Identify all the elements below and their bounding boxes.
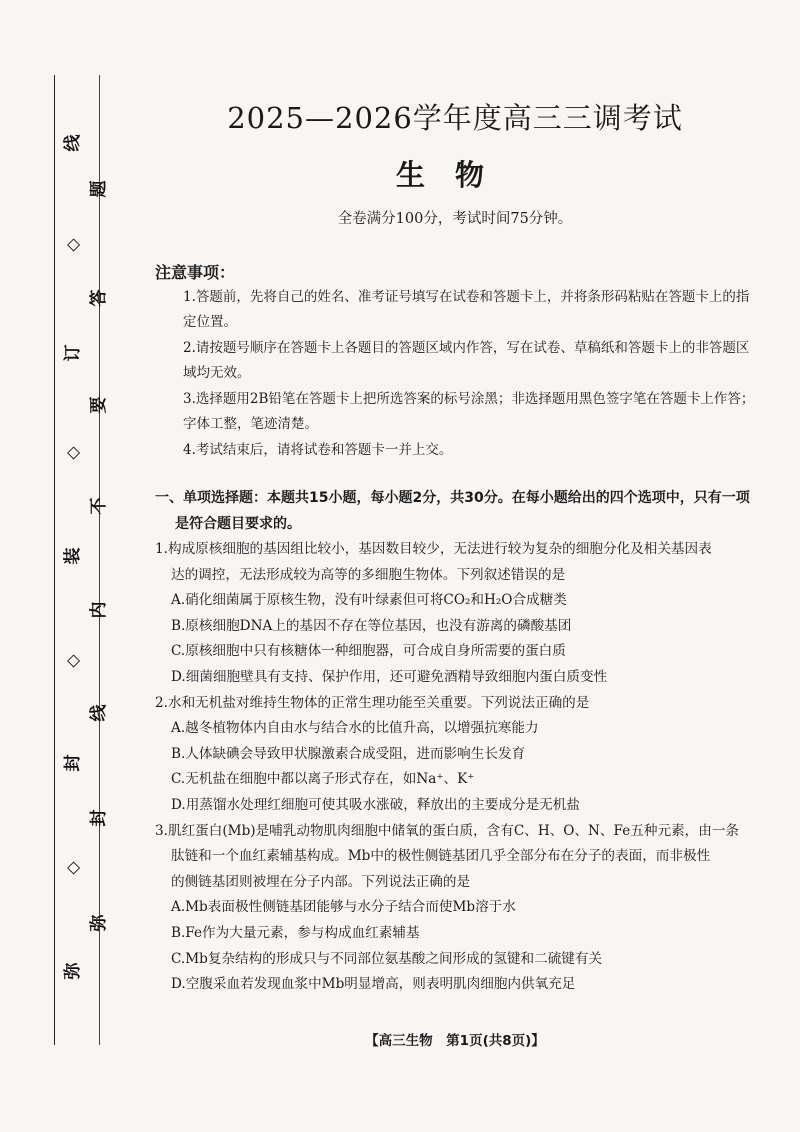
diamond-icon: ◇ [63,446,83,460]
diamond-icon: ◇ [63,654,83,668]
notice-list [183,285,755,464]
option-a: A.越冬植物体内自由水与结合水的比值升高，以增强抗寒能力 [171,720,539,737]
option-c: C.无机盐在细胞中都以离子形式存在，如Na⁺、K⁺ [171,771,475,788]
option-d: D.用蒸馏水处理红细胞可使其吸水涨破，释放出的主要成分是无机盐 [171,796,580,813]
margin-char: 线 [63,134,83,152]
question-stem-line: 2.水和无机盐对维持生物体的正常生理功能至关重要。下列说法正确的是 [155,694,590,711]
question-stem-line: 达的调控，无法形成较为高等的多细胞生物体。下列叙述错误的是 [171,566,566,583]
question-1 [155,537,765,691]
margin-char: 封 [63,754,83,772]
subject-title: 生物 [395,158,514,192]
margin-char: 装 [63,547,83,565]
option-a: A.Mb表面极性侧链基团能够与水分子结合而使Mb溶于水 [171,899,516,916]
option-b: B.人体缺碘会导致甲状腺激素合成受阻，进而影响生长发育 [171,745,526,762]
page-footer: 【高三生物 第1页(共8页)】 [365,1033,545,1049]
margin-char: 要 [89,396,109,414]
margin-char: 答 [89,289,109,307]
question-stem [155,691,765,717]
question-stem [155,537,765,588]
notice-item: 2.请按题号顺序在答题卡上各题目的答题区域内作答，写在试卷、草稿纸和答题卡上的非答题区域均无效。 [183,340,750,381]
margin-char: 封 [89,809,109,827]
question-stem-line: 1.构成原核细胞的基因组比较小，基因数目较少，无法进行较为复杂的细胞分化及相关基因表 [155,541,712,557]
binding-line-outer [54,75,55,1045]
binding-line-inner [99,75,100,1045]
section-heading [155,485,765,537]
question-2 [155,691,765,819]
section-heading-line2: 是符合题目要求的。 [175,516,301,532]
question-3 [155,819,765,998]
margin-char: 订 [63,344,83,362]
option-b: B.原核细胞DNA上的基因不存在等位基因，也没有游离的磷酸基团 [171,617,572,634]
score-line: 全卷满分100分，考试时间75分钟。 [337,211,573,227]
option-d: D.空腹采血若发现血浆中Mb明显增高，则表明肌肉细胞内供氧充足 [171,976,576,993]
section-heading-line1: 一、单项选择题：本题共15小题，每小题2分，共30分。在每小题给出的四个选项中，只有一项 [155,490,750,506]
question-stem-line: 的侧链基团则被埋在分子内部。下列说法正确的是 [171,873,471,890]
option-c: C.原核细胞中只有核糖体一种细胞器，可合成自身所需要的蛋白质 [171,643,566,660]
margin-char: 弥 [63,962,83,980]
option-b: B.Fe作为大量元素，参与构成血红素辅基 [171,924,420,941]
notice-heading: 注意事项： [155,263,236,282]
diamond-icon: ◇ [63,238,83,252]
margin-char: 题 [89,180,109,198]
question-stem-line: 肽链和一个血红素辅基构成。Mb中的极性侧链基团几乎全部分布在分子的表面，而非极性 [171,848,711,865]
margin-char: 弥 [89,914,109,932]
option-a: A.硝化细菌属于原核生物，没有叶绿素但可将CO₂和H₂O合成糖类 [171,592,567,609]
margin-char: 内 [89,601,109,619]
option-c: C.Mb复杂结构的形成只与不同部位氨基酸之间形成的氢键和二硫键有关 [171,950,603,967]
margin-char: 不 [89,497,109,515]
notice-item: 1.答题前，先将自己的姓名、准考证号填写在试卷和答题卡上，并将条形码粘贴在答题卡上的指定位置。 [183,289,750,330]
margin-char: 线 [89,704,109,722]
question-list [155,537,765,998]
exam-title: 2025—2026学年度高三三调考试 [227,101,683,135]
question-stem [155,819,765,896]
diamond-icon: ◇ [63,861,83,875]
notice-item: 3.选择题用2B铅笔在答题卡上把所选答案的标号涂黑；非选择题用黑色签字笔在答题卡上作答；字体工整，笔迹清楚。 [183,391,755,432]
notice-item: 4.考试结束后，请将试卷和答题卡一并上交。 [183,442,453,458]
question-stem-line: 3.肌红蛋白(Mb)是哺乳动物肌肉细胞中储氧的蛋白质，含有C、H、O、N、Fe五种元素，由一条 [155,822,740,839]
option-d: D.细菌细胞壁具有支持、保护作用，还可避免酒精导致细胞内蛋白质变性 [171,668,608,685]
